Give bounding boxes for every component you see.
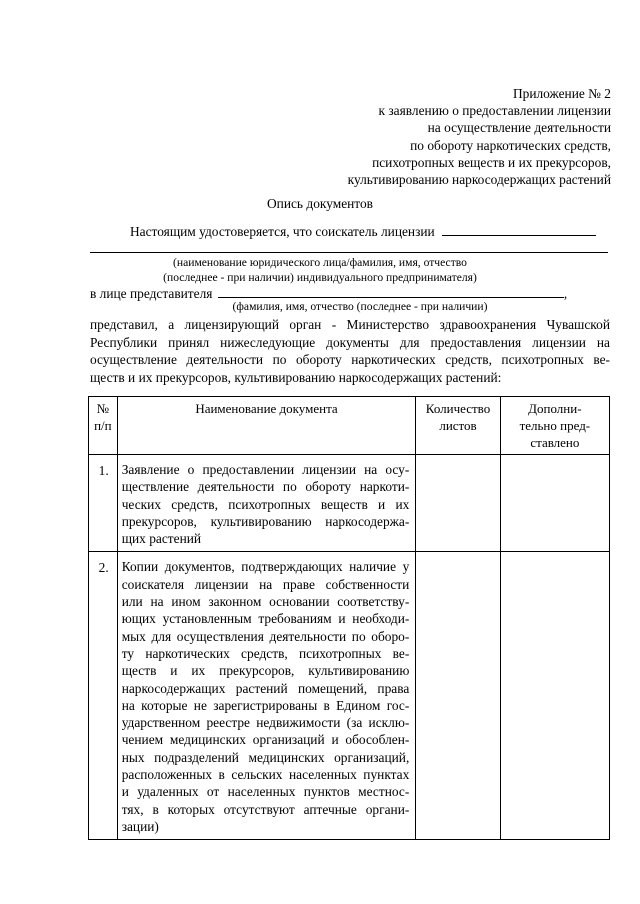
row-text-line: и удаленных от населенных пунктов местнос-: [121, 784, 410, 800]
header-num: [89, 397, 118, 455]
table-header-row: [89, 397, 610, 455]
appendix-line: по обороту наркотических средств,: [410, 137, 611, 153]
representative-fill-line[interactable]: [218, 285, 564, 298]
documents-table: [88, 396, 610, 840]
row-document-name: [117, 552, 416, 840]
appendix-header: [348, 85, 611, 188]
row-text-line: ударственном реестре недвижимости (за исклю-: [121, 715, 410, 731]
row-text-line: Заявление о предоставлении лицензии на осу-: [121, 462, 410, 477]
row-extra-cell[interactable]: [500, 552, 609, 840]
appendix-line: на осуществление деятельности: [427, 120, 611, 136]
row-sheet-count-cell[interactable]: [416, 455, 500, 552]
row-text-line: прекурсоров, культивированию наркосодержа-: [121, 513, 410, 529]
row-document-name: [117, 455, 416, 552]
document-title: Опись документов: [266, 196, 374, 211]
header-extra-line: тельно пред-: [519, 418, 591, 433]
row-sheet-count-cell[interactable]: [416, 552, 500, 840]
row-text-line: ческих средств, психотропных веществ и их: [121, 496, 410, 512]
row-text-line: мых для осуществления деятельности по оборо-: [121, 628, 410, 644]
header-num-line: №: [96, 401, 110, 416]
appendix-line: к заявлению о предоставлении лицензии: [378, 103, 611, 119]
row-text-line: наркосодержащих растений помещений, права: [121, 680, 410, 696]
applicant-hint-1: (наименование юридического лица/фамилия, имя, отчество: [173, 256, 467, 269]
header-num-line: п/п: [94, 418, 112, 433]
row-num: 1.: [89, 455, 118, 552]
applicant-hint-2: (последнее - при наличии) индивидуального предпринимателя): [163, 271, 477, 284]
table-row: [89, 552, 610, 840]
row-text-line: соискателя лицензии на праве собственности: [121, 576, 410, 592]
header-name-line: Наименование документа: [195, 401, 338, 416]
row-text-line: ществ и их прекурсоров, культивированию: [121, 663, 410, 679]
representative-comma: ,: [563, 286, 568, 301]
paragraph-line: осуществление деятельности по обороту наркотических средств, психотропных ве-: [90, 352, 610, 368]
header-name: [117, 397, 416, 455]
applicant-fill-line[interactable]: [442, 223, 596, 236]
row-text-line: на которые не зарегистрированы в Едином гос-: [121, 697, 410, 713]
row-extra-cell[interactable]: [500, 455, 609, 552]
row-text-line: ществление деятельности по обороту наркоти-: [121, 479, 410, 495]
row-text-line: ных подразделений медицинских организаций,: [121, 749, 410, 765]
appendix-line: психотропных веществ и их прекурсоров,: [372, 154, 611, 170]
statement-paragraph: [90, 316, 610, 386]
row-text-line: ту наркотических средств, психотропных ве-: [121, 645, 410, 661]
certify-text: Настоящим удостоверяется, что соискатель лицензии: [130, 224, 435, 239]
paragraph-line: ществ и их прекурсоров, культивированию наркосодержащих растений:: [90, 369, 502, 385]
header-extra: [500, 397, 609, 455]
paragraph-line: представил, а лицензирующий орган - Министерство здравоохранения Чувашской: [90, 317, 610, 332]
paragraph-line: Республики принял нижеследующие документы для предоставления лицензии на: [90, 334, 610, 350]
appendix-line: культивированию наркосодержащих растений: [347, 172, 611, 188]
header-count: [416, 397, 500, 455]
row-text-line: Копии документов, подтверждающих наличие у: [121, 559, 410, 575]
representative-hint: (фамилия, имя, отчество (последнее - при наличии): [232, 300, 488, 313]
table-row: [89, 455, 610, 552]
appendix-line: Приложение № 2: [512, 86, 611, 101]
row-text-line: щих растений: [121, 531, 202, 547]
row-text-line: чением медицинских организаций и обособлен-: [121, 732, 410, 748]
row-text-line: тях, в которых отсутствуют аптечные органи-: [121, 801, 410, 817]
representative-label: в лице представителя: [90, 286, 213, 301]
row-num: 2.: [89, 552, 118, 840]
certify-row: [130, 223, 596, 240]
header-count-line: листов: [439, 418, 477, 433]
row-text-line: ющих установленным требованиям и необходи-: [121, 611, 410, 627]
header-count-line: Количество: [425, 401, 491, 416]
row-text-line: или на ином законном основании соответству-: [121, 594, 410, 610]
applicant-full-line[interactable]: [90, 252, 608, 253]
row-text-line: расположенных в сельских населенных пунктах: [121, 767, 410, 783]
header-extra-line: ставлено: [530, 435, 580, 450]
header-extra-line: Дополни-: [528, 401, 582, 416]
row-text-line: зации): [121, 818, 159, 834]
